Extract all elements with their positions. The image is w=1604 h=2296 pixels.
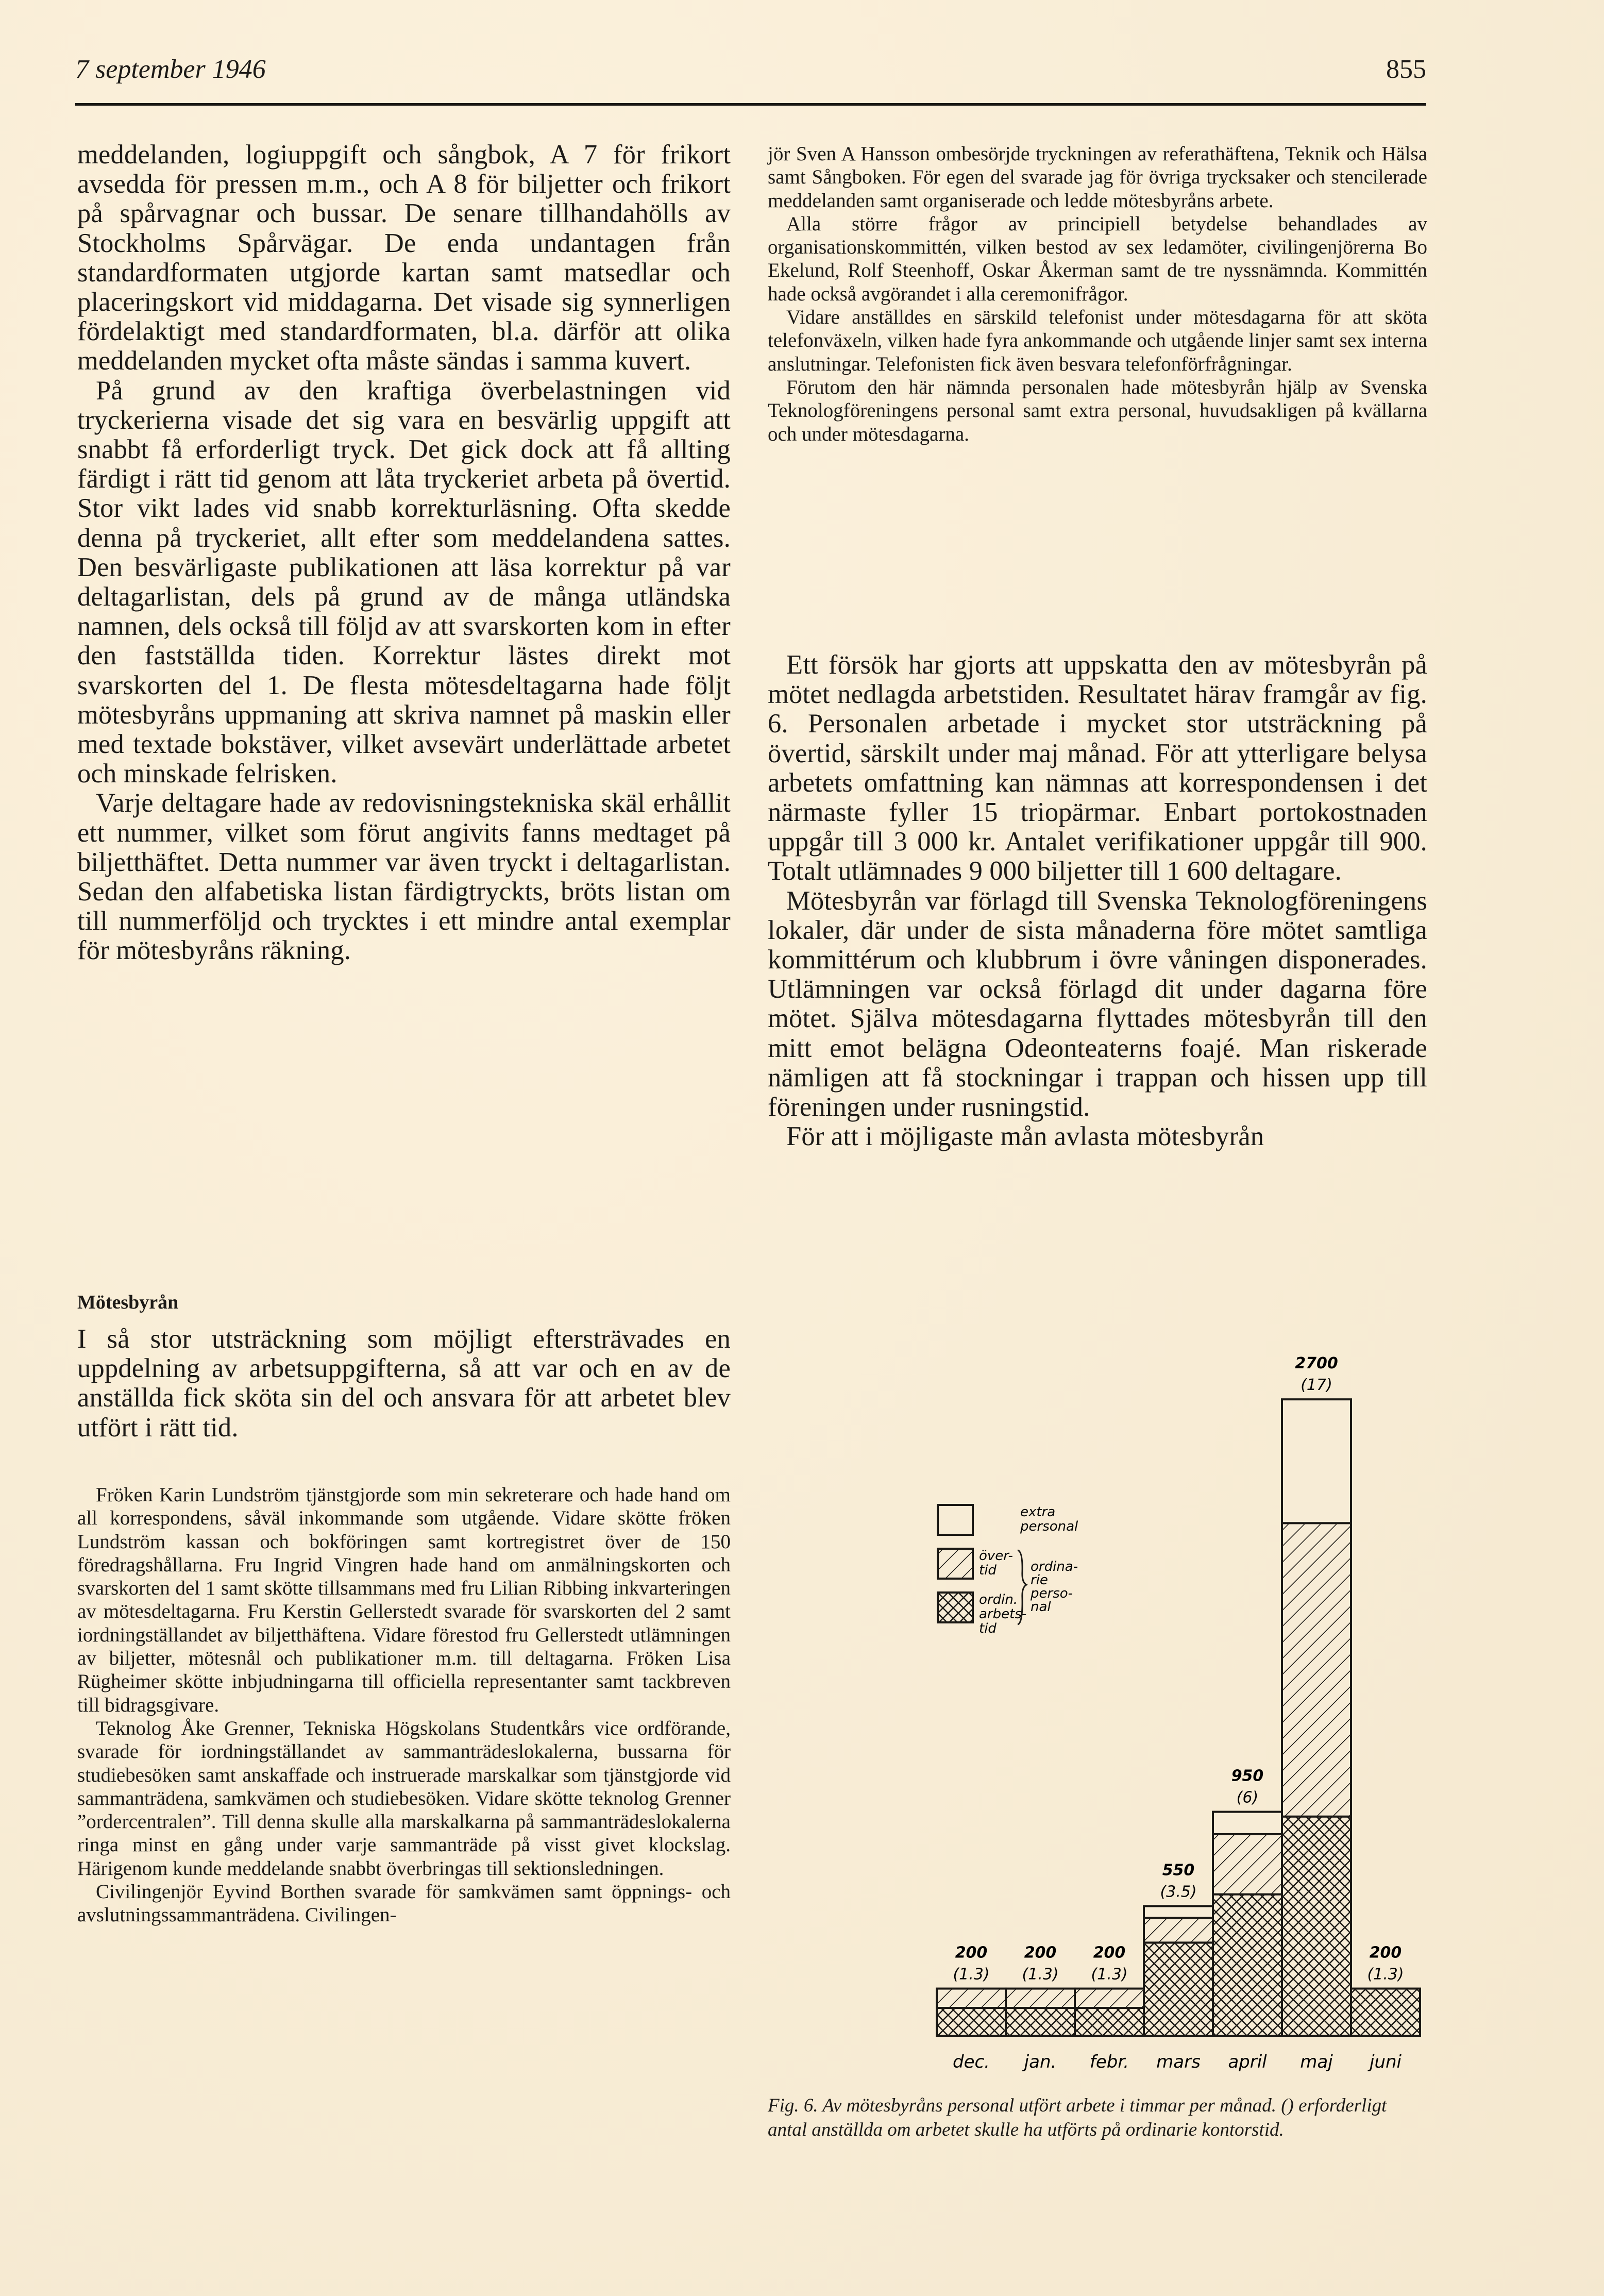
paragraph: Varje deltagare hade av redovisningstekniska skäl erhållit ett nummer, vilket som förut angivits fanns medtaget på biljetthäftet. Detta nummer var även tryckt i deltagarlistan. Sedan den alfabetiska listan färdigtryckts, bröts listan om till nummerföljd och trycktes i ett mindre antal exemplar för mötesbyråns räkning. [77,788,731,966]
bar-segment [1282,1399,1351,1523]
bar-segment [937,2008,1006,2036]
legend-label: ordin. [979,1592,1018,1607]
figure-6-chart [927,1355,1432,2087]
bar-staff-label: (1.3) [1091,1965,1128,1984]
x-axis-label: febr. [1089,2052,1129,2072]
legend-swatch [938,1505,973,1535]
section-heading-block [77,1291,731,1314]
right-column-body [768,650,1427,1151]
paragraph: Teknolog Åke Grenner, Tekniska Högskolans Studentkårs vice ordförande, svarade för iordningställandet av sammanträdeslokalerna, bussarna för studiebesöken samt anskaffade och instruerade marskalkar som tjänstgjorde vid sammanträdena, samkvämen och studiebesöken. Vidare skötte teknolog Grenner ”ordercentralen”. Till denna skulle alla marskalkarna på sammanträdeslokalerna ringa minst en gång under varje sammanträde på visst givet klockslag. Härigenom kunde meddelande snabbt överbringas till sektionsledningen. [77,1717,731,1880]
paragraph: Alla större frågor av principiell betydelse behandlades av organisationskommittén, vilken bestod av sex ledamöter, civilingenjörerna Bo Ekelund, Rolf Steenhoff, Oskar Åkerman samt de tre nyssnämnda. Kommittén hade också avgörandet i alla ceremonifrågor. [768,212,1427,305]
x-axis-label: juni [1370,2052,1402,2072]
x-axis-labels-group [953,2052,1402,2072]
legend-label: tid [979,1621,997,1636]
left-column-small-text [77,1483,731,1927]
bars-group [937,1399,1420,2036]
paragraph: I så stor utsträckning som möjligt eftersträvades en uppdelning av arbetsuppgifterna, så att var och en av de anställda fick sköta sin del och ansvara för att arbetet blev utfört i rätt tid. [77,1324,731,1443]
legend-label: extra [1020,1504,1056,1520]
paragraph: jör Sven A Hansson ombesörjde tryckningen av referathäftena, Teknik och Hälsa samt Sångboken. För egen del svarade jag för övriga trycksaker och stencilerade meddelanden samt organiserade och ledde mötesbyråns arbete. [768,143,1427,212]
section-heading: Mötesbyrån [77,1292,179,1313]
legend-group-label: perso- [1031,1586,1073,1601]
x-axis-label: jan. [1024,2052,1057,2072]
paragraph: Fröken Karin Lundström tjänstgjorde som min sekreterare och hade hand om all korrespondens, såväl inkommande som utgående. Vidare skötte fröken Lundström kassan och bokföringen samt kortregistret över de 150 föredragshållarna. Fru Ingrid Vingren hade hand om anmälningskorten och svarskorten del 1 samt skötte tillsammans med fru Lilian Ribbing inkvarteringen av mötesdeltagarna. Fru Kerstin Gellerstedt svarade för svarskorten del 2 samt iordningställandet av biljetthäftena. Vidare förestod fru Gellerstedt utlämningen av biljetter, mötesnål och publikationer m.m. till deltagarna. Fröken Lisa Rügheimer skötte inbjudningarna till officiella representanter samt tackbreven till bidragsgivare. [77,1484,731,1716]
paragraph: För att i möjligaste mån avlasta mötesbyrån [786,1121,1264,1152]
bar-total-label: 950 [1231,1767,1264,1785]
bar-segment [1075,2008,1144,2036]
page-header [75,54,1426,106]
bar-staff-label: (1.3) [1022,1965,1059,1984]
bar-total-label: 550 [1162,1861,1195,1880]
bar-total-label: 2700 [1295,1355,1338,1373]
legend-label: tid [979,1563,997,1578]
bar-segment [937,1989,1006,2008]
bar-segment [1006,2008,1075,2036]
bar-total-label: 200 [1093,1943,1126,1962]
paragraph: Förutom den här nämnda personalen hade mötesbyrån hjälp av Svenska Teknologföreningens personal samt extra personal, huvudsakligen på kvällarna och under mötesdagarna. [768,376,1427,445]
legend-swatch [938,1549,973,1579]
bar-total-label: 200 [1369,1943,1402,1962]
x-axis-label: april [1228,2052,1267,2072]
x-axis-label: dec. [952,2052,990,2072]
paragraph: meddelanden, logiuppgift och sångbok, A 7 för frikort avsedda för pressen m.m., och A 8 för biljetter och frikort på spårvagnar och bussar. De senare tillhandahölls av Stockholms Spårvägar. De enda undantagen från standardformaten utgjorde kartan samt matsedlar och placeringskort vid middagarna. Det visade sig synnerligen fördelaktigt med standardformaten, bl.a. därför att olika meddelanden mycket ofta måste sändas i samma kuvert. [77,140,731,376]
legend-label: personal [1020,1519,1078,1534]
bar-segment [1144,1942,1213,2036]
bar-segment [1213,1834,1282,1895]
bar-staff-label: (1.3) [953,1965,990,1984]
paragraph: På grund av den kraftiga överbelastningen vid tryckerierna visade det sig vara en besvärlig uppgift att snabbt få erforderligt tryck. Det gick dock att få allting färdigt i rätt tid genom att låta tryckeriet arbeta på övertid. Stor vikt lades vid snabb korrekturläsning. Ofta skedde denna på tryckeriet, allt efter som meddelandena sattes. Den besvärligaste publikationen att läsa korrektur på var deltagarlistan, dels på grund av de många utländska namnen, dels också till följd av att svarskorten kom in efter den fastställda tiden. Korrektur lästes direkt mot svarskorten del 1. De flesta mötesdeltagarna hade följt mötesbyråns uppmaning att skriva namnet på maskin eller med textade bokstäver, vilket avsevärt underlättade arbetet och minskade felrisken. [77,375,731,789]
paragraph: Vidare anställdes en särskild telefonist under mötesdagarna för att sköta telefonväxeln, vilken hade fyra ankommande och utgående linjer samt sex interna anslutningar. Telefonisten fick även besvara telefonförfrågningar. [768,306,1427,375]
bar-segment [1282,1523,1351,1816]
paragraph: Mötesbyrån var förlagd till Svenska Teknologföreningens lokaler, där under de sista månaderna före mötet samtliga kommittérum och klubbrum i övre våningen disponerades. Utlämningen var också förlagd dit under dagarna före mötet. Själva mötesdagarna flyttades mötesbyrån till den mitt emot belägna Odeonteaterns foajé. Man riskerade nämligen att få stockningar i trappan och hissen upp till föreningen under rusningstid. [768,885,1427,1122]
figure-caption: Fig. 6. Av mötesbyråns personal utfört arbete i timmar per månad. () erforderligt antal anställda om arbetet skulle ha utförts på ordinarie kontorstid. [768,2095,1387,2140]
bar-staff-label: (6) [1236,1788,1259,1807]
legend-label: arbets- [979,1606,1027,1622]
bar-segment [1213,1812,1282,1834]
left-column-body-2 [77,1325,731,1443]
bar-staff-label: (17) [1301,1376,1332,1395]
x-axis-label: maj [1300,2052,1333,2072]
legend-label: över- [979,1548,1013,1564]
bar-segment [1144,1906,1213,1918]
legend [938,1504,1078,1636]
bar-segment [1006,1989,1075,2008]
bar-segment [1351,1989,1420,2036]
bar-segment [1213,1895,1282,2036]
right-column-small-text [768,142,1427,446]
left-column-body-1 [77,140,731,966]
legend-group-label: nal [1031,1599,1051,1615]
legend-group-label: rie [1031,1572,1048,1588]
bar-staff-label: (3.5) [1160,1883,1197,1901]
bar-segment [1075,1989,1144,2008]
bar-segment [1144,1918,1213,1942]
issue-date: 7 september 1946 [75,55,266,84]
bar-total-label: 200 [1024,1943,1057,1962]
paragraph: Civilingenjör Eyvind Borthen svarade för samkvämen samt öppnings- och avslutningssammanträdena. Civilingen- [77,1881,731,1926]
x-axis-label: mars [1156,2052,1201,2072]
legend-swatch [938,1593,973,1622]
bar-staff-label: (1.3) [1367,1965,1404,1984]
paragraph: Ett försök har gjorts att uppskatta den av mötesbyrån på mötet nedlagda arbetstiden. Resultatet härav framgår av fig. 6. Personalen arbetade i mycket stor utsträckning på övertid, särskilt under maj månad. För att ytterligare belysa arbetets omfattning kan nämnas att korrespondensen i det närmaste fyller 15 triopärmar. Enbart portokostnaden uppgår till 3 000 kr. Antalet verifikationer uppgår till 900. Totalt utlämnades 9 000 biljetter till 1 600 deltagare. [768,650,1427,886]
bar-segment [1282,1817,1351,2036]
stacked-bar-chart [927,1355,1432,2087]
page-number: 855 [1386,55,1426,84]
legend-group-label: ordina- [1031,1559,1078,1574]
bar-total-label: 200 [955,1943,988,1962]
